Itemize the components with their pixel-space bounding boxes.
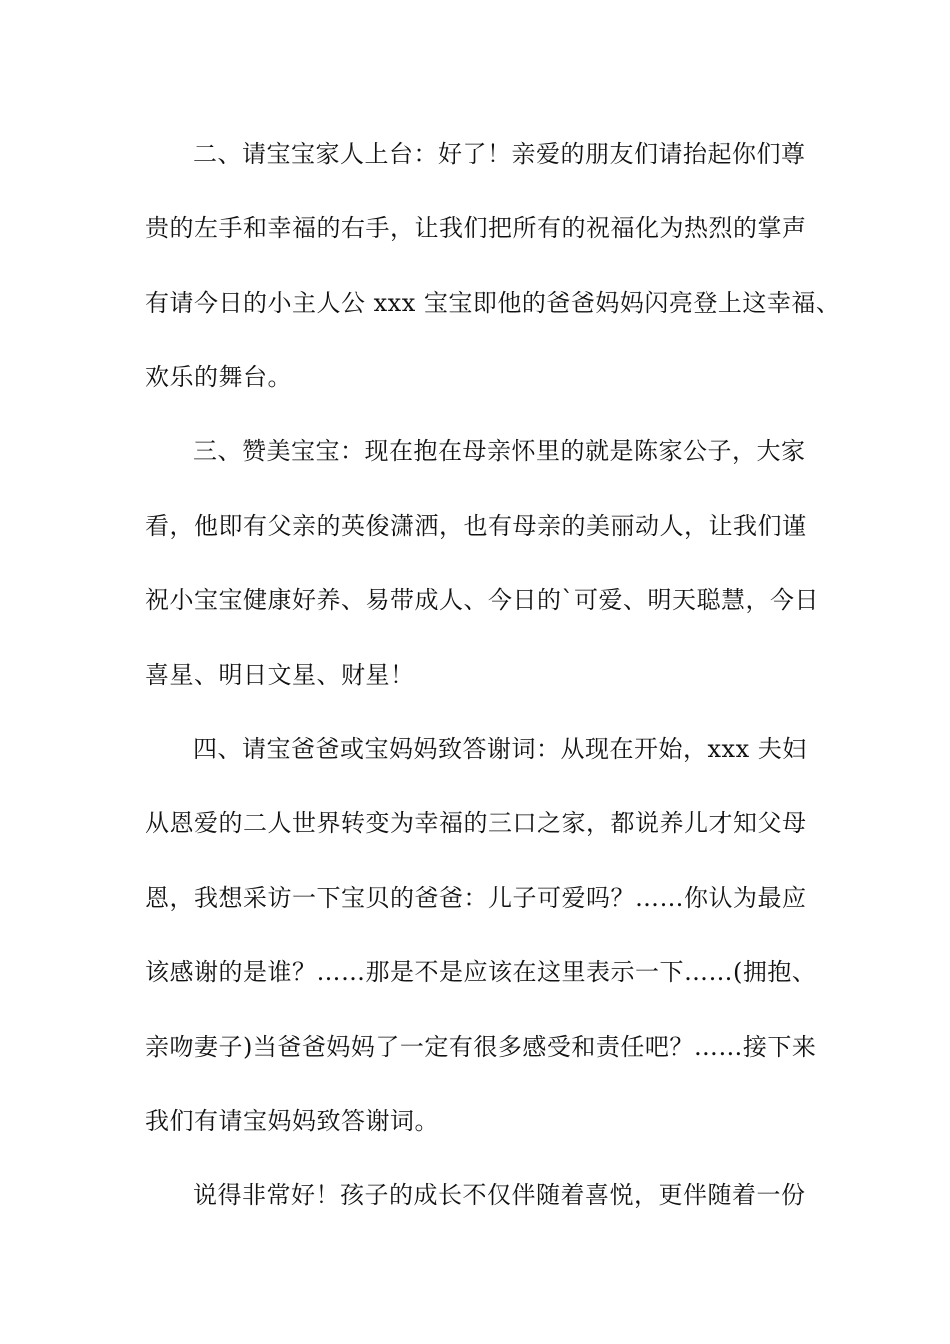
paragraph-3-line-4: 喜星、明日文星、财星！ — [145, 661, 415, 689]
paragraph-3-line-1: 三、赞美宝宝：现在抱在母亲怀里的就是陈家公子，大家 — [193, 437, 806, 465]
paragraph-3-line-3: 祝小宝宝健康好养、易带成人、今日的`可爱、明天聪慧，今日 — [145, 586, 819, 614]
paragraph-4-line-2: 从恩爱的二人世界转变为幸福的三口之家，都说养儿才知父母 — [145, 809, 807, 837]
paragraph-4-line-1: 四、请宝爸爸或宝妈妈致答谢词：从现在开始，xxx 夫妇 — [193, 735, 807, 763]
paragraph-2-line-3: 有请今日的小主人公 xxx 宝宝即他的爸爸妈妈闪亮登上这幸福、 — [145, 289, 841, 317]
paragraph-4-line-5: 亲吻妻子)当爸爸妈妈了一定有很多感受和责任吧？……接下来 — [145, 1033, 817, 1061]
paragraph-4-line-3: 恩，我想采访一下宝贝的爸爸：儿子可爱吗？……你认为最应 — [145, 884, 807, 912]
paragraph-3-line-2: 看，他即有父亲的英俊潇洒，也有母亲的美丽动人，让我们谨 — [145, 512, 807, 540]
paragraph-2-line-1: 二、请宝宝家人上台：好了！亲爱的朋友们请抬起你们尊 — [193, 140, 806, 168]
paragraph-4-line-4: 该感谢的是谁？……那是不是应该在这里表示一下……(拥抱、 — [145, 958, 817, 986]
paragraph-5-line-1: 说得非常好！孩子的成长不仅伴随着喜悦，更伴随着一份 — [193, 1181, 806, 1209]
paragraph-4-line-6: 我们有请宝妈妈致答谢词。 — [145, 1107, 439, 1135]
paragraph-2-line-4: 欢乐的舞台。 — [145, 363, 292, 391]
paragraph-2-line-2: 贵的左手和幸福的右手，让我们把所有的祝福化为热烈的掌声 — [145, 214, 807, 242]
